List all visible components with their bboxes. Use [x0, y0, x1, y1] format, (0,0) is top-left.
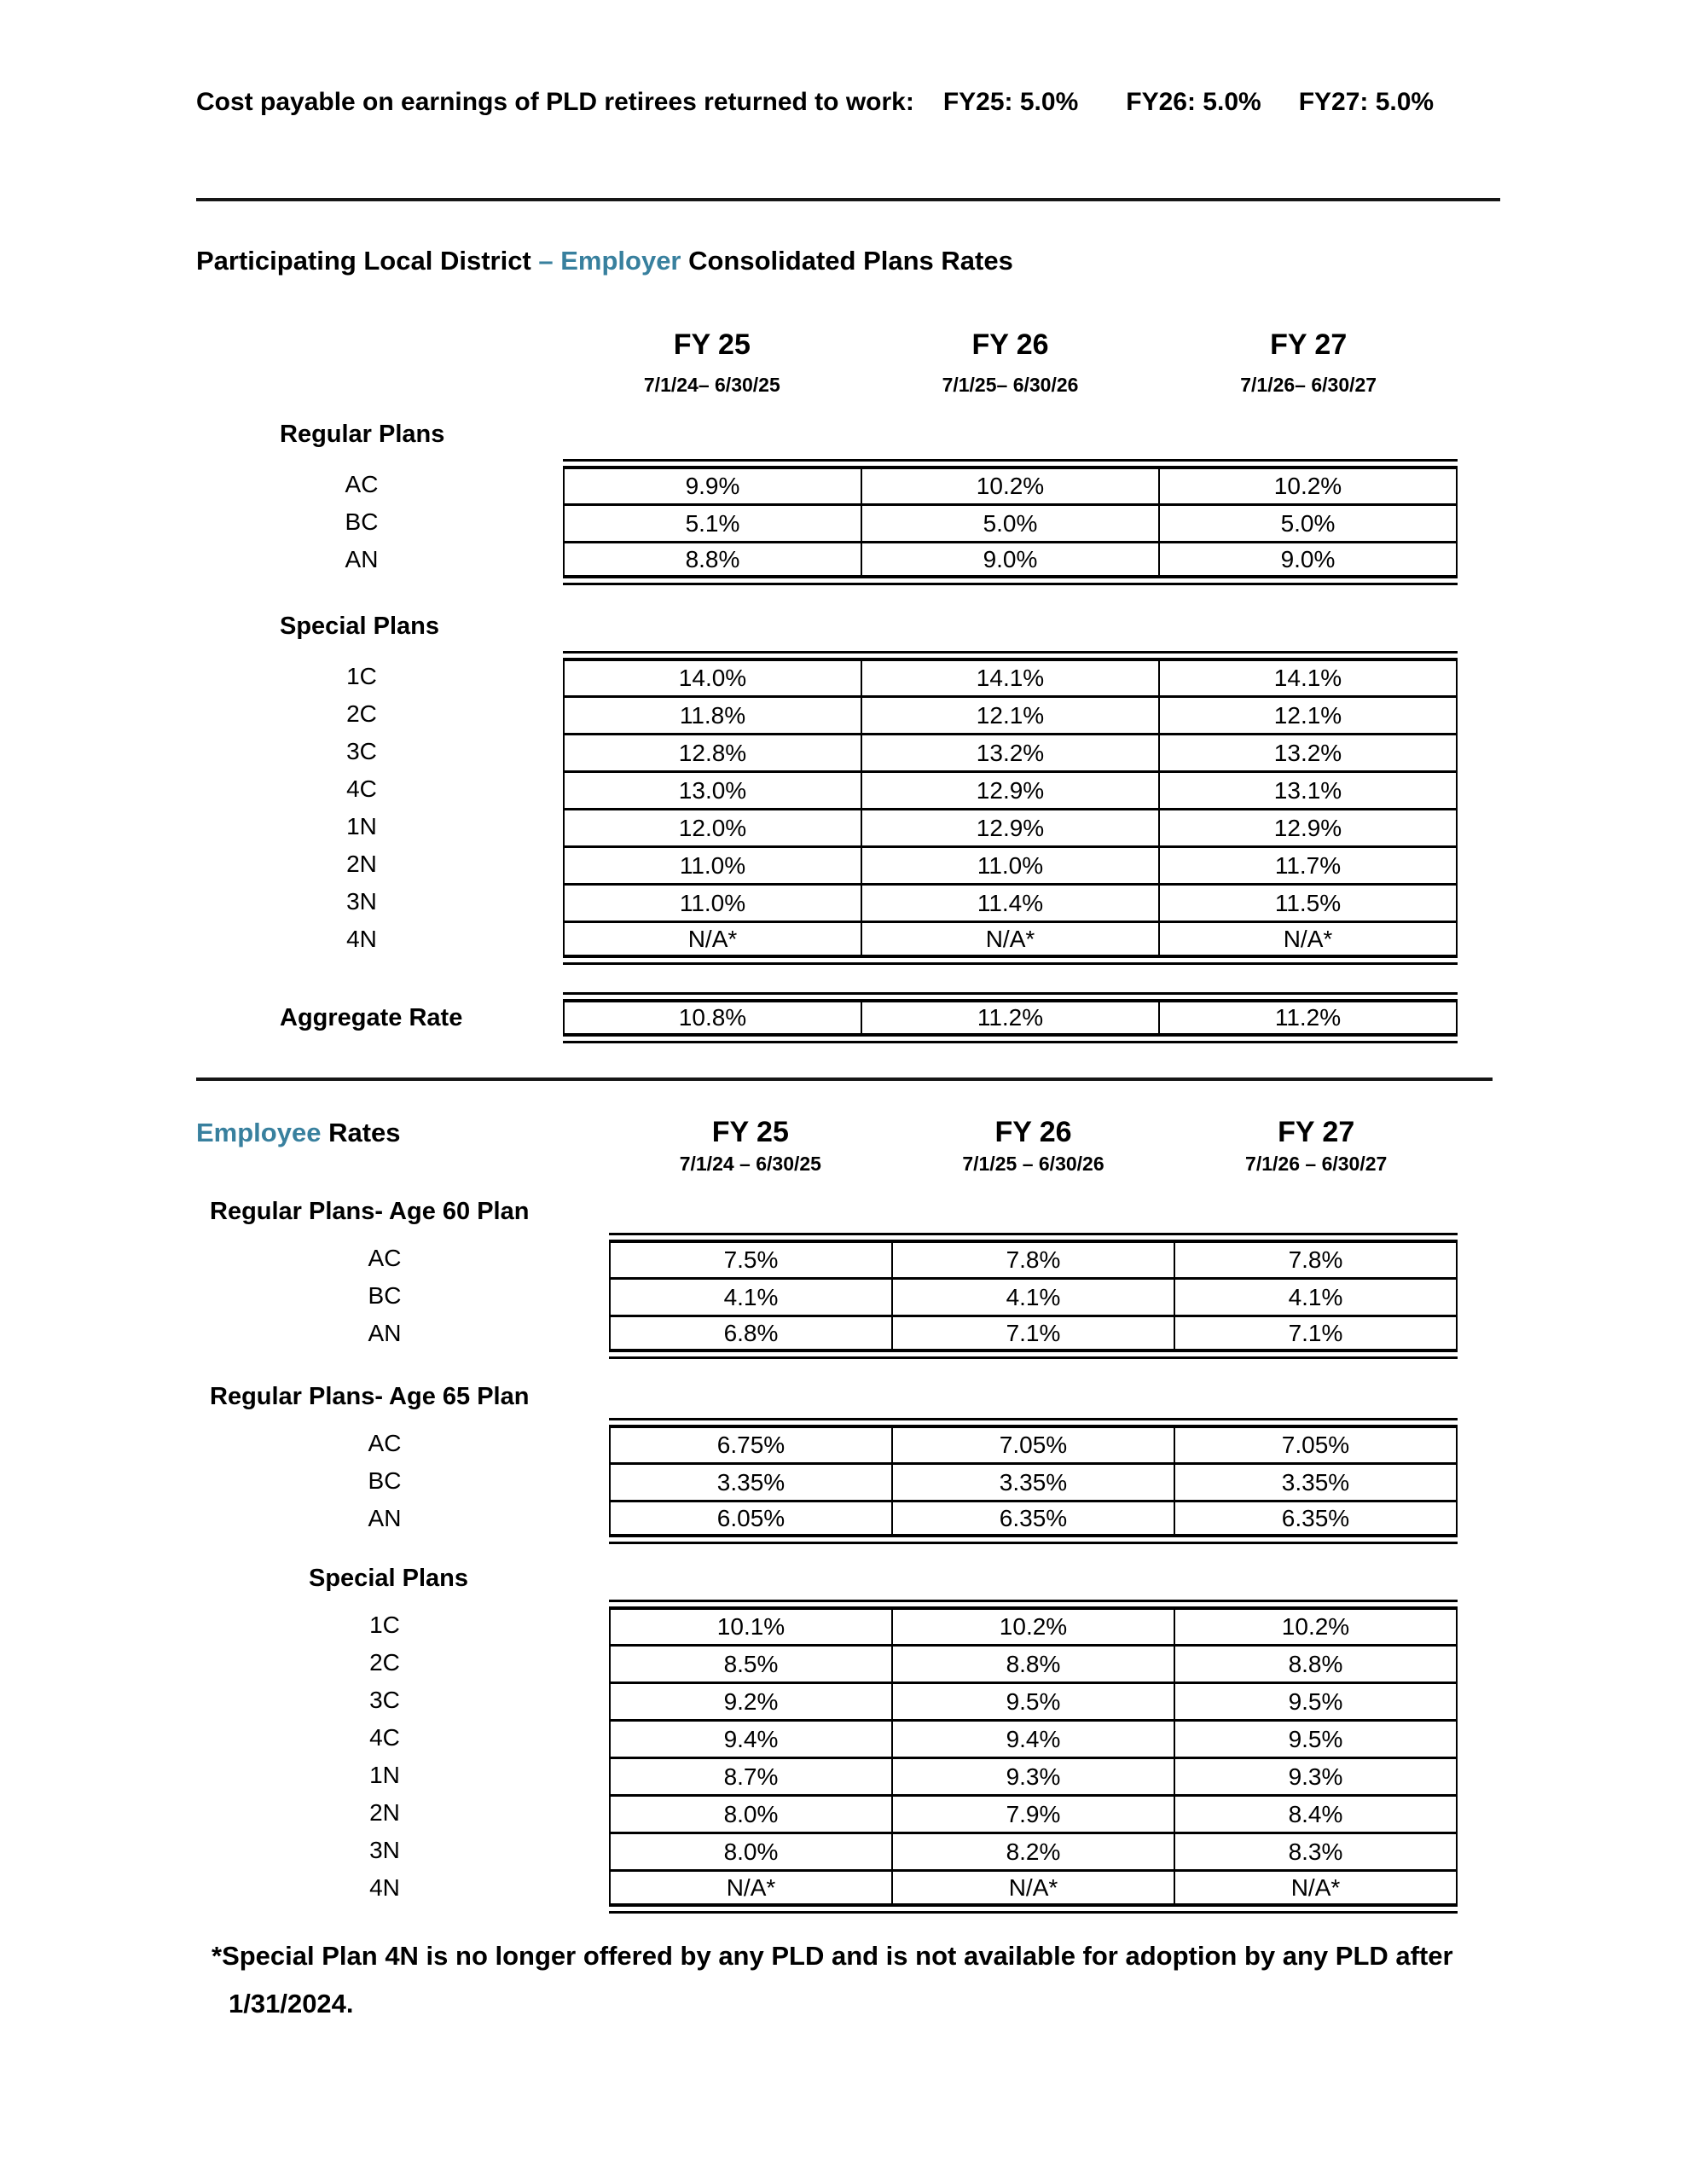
- cost-fy25: FY25: 5.0%: [942, 88, 1079, 116]
- plan-label: 3N: [369, 1837, 400, 1863]
- rate-cell: 7.8%: [1174, 1240, 1458, 1277]
- plan-label: BC: [368, 1467, 402, 1494]
- rate-cell: 12.0%: [563, 808, 861, 845]
- table-row: [196, 921, 1458, 958]
- rate-cell: 7.8%: [891, 1240, 1174, 1277]
- plan-label: 2C: [346, 700, 377, 727]
- employer-title-accent: – Employer: [538, 246, 681, 276]
- table-row: [196, 1277, 1458, 1315]
- rate-cell: 6.8%: [609, 1315, 891, 1352]
- employer-regular-plans-table: [196, 466, 1458, 578]
- employee-date-header-row: [196, 1153, 1458, 1176]
- rate-cell: N/A*: [861, 921, 1158, 958]
- footnote-line-1: *Special Plan 4N is no longer offered by any PLD and is not available for adoption by any PLD after: [212, 1941, 1453, 1971]
- rate-cell: 11.8%: [563, 695, 861, 733]
- rate-cell: 11.4%: [861, 883, 1158, 921]
- plan-label: 3C: [346, 738, 377, 764]
- employee-special-plans-table: [196, 1606, 1458, 1907]
- rate-cell: 14.1%: [1158, 658, 1458, 695]
- employer-date-header-row: [196, 374, 1458, 397]
- rate-cell: 10.2%: [891, 1606, 1174, 1644]
- rate-cell: 8.8%: [1174, 1644, 1458, 1682]
- rate-cell: 11.0%: [563, 845, 861, 883]
- rate-cell: 9.5%: [891, 1682, 1174, 1719]
- employer-section-title: [196, 246, 1687, 276]
- rate-cell: 8.4%: [1174, 1794, 1458, 1832]
- employee-age60-label: Regular Plans- Age 60 Plan: [210, 1198, 530, 1225]
- plan-label: 4C: [369, 1724, 400, 1751]
- plan-label: BC: [345, 508, 379, 535]
- employee-age65-label: Regular Plans- Age 65 Plan: [210, 1383, 530, 1410]
- rate-cell: 14.0%: [563, 658, 861, 695]
- table-row: [196, 845, 1458, 883]
- rate-cell: 10.8%: [563, 999, 861, 1037]
- rate-cell: 11.0%: [563, 883, 861, 921]
- aggregate-row: [196, 999, 1458, 1037]
- fy26-dates: 7/1/25– 6/30/26: [942, 374, 1079, 396]
- table-row: [196, 1240, 1458, 1277]
- rate-cell: 9.0%: [861, 541, 1158, 578]
- plan-label: 3C: [369, 1687, 400, 1713]
- table-row: [196, 1462, 1458, 1500]
- employee-age65-table: [196, 1425, 1458, 1537]
- rate-cell: 8.7%: [609, 1757, 891, 1794]
- rate-cell: 9.0%: [1158, 541, 1458, 578]
- rate-cell: 4.1%: [1174, 1277, 1458, 1315]
- rate-cell: 11.0%: [861, 845, 1158, 883]
- employer-fy-header-row: [196, 328, 1458, 362]
- rate-cell: 3.35%: [891, 1462, 1174, 1500]
- rate-cell: 8.2%: [891, 1832, 1174, 1869]
- rate-cell: 7.9%: [891, 1794, 1174, 1832]
- plan-label: 2N: [346, 851, 377, 877]
- fy25-dates: 7/1/24– 6/30/25: [643, 374, 780, 396]
- rate-cell: 11.2%: [1158, 999, 1458, 1037]
- table-row: [196, 1719, 1458, 1757]
- fy25-header: FY 25: [711, 1116, 789, 1148]
- table-row: [196, 1425, 1458, 1462]
- table-row: [196, 541, 1458, 578]
- table-row: [196, 1757, 1458, 1794]
- rate-cell: 7.05%: [1174, 1425, 1458, 1462]
- table-row: [196, 1869, 1458, 1907]
- fy25-header: FY 25: [673, 328, 751, 361]
- rate-cell: 8.0%: [609, 1794, 891, 1832]
- rate-cell: N/A*: [563, 921, 861, 958]
- employee-title-suffix: Rates: [321, 1118, 401, 1147]
- rate-cell: 8.3%: [1174, 1832, 1458, 1869]
- footnote-line-2: 1/31/2024.: [229, 1989, 354, 2018]
- plan-label: 4N: [346, 926, 377, 952]
- plan-label: AC: [368, 1245, 402, 1271]
- rate-cell: 5.0%: [861, 503, 1158, 541]
- rate-cell: 9.9%: [563, 466, 861, 503]
- table-row: [196, 1832, 1458, 1869]
- rate-cell: 9.4%: [609, 1719, 891, 1757]
- table-row: [196, 658, 1458, 695]
- employee-special-plans-label: Special Plans: [309, 1565, 468, 1592]
- rate-cell: 3.35%: [1174, 1462, 1458, 1500]
- table-row: [196, 1500, 1458, 1537]
- rate-cell: 11.2%: [861, 999, 1158, 1037]
- rate-cell: 13.1%: [1158, 770, 1458, 808]
- fy27-header: FY 27: [1270, 328, 1348, 361]
- rate-cell: 7.5%: [609, 1240, 891, 1277]
- divider-top: [196, 198, 1500, 201]
- rate-cell: 12.1%: [1158, 695, 1458, 733]
- rate-cell: 4.1%: [609, 1277, 891, 1315]
- rate-cell: 5.0%: [1158, 503, 1458, 541]
- plan-label: AN: [345, 546, 379, 572]
- plan-label: 1C: [346, 663, 377, 689]
- employee-section-title: [196, 1117, 609, 1148]
- plan-label: AN: [368, 1320, 402, 1346]
- rate-cell: 11.5%: [1158, 883, 1458, 921]
- cost-fy26: FY26: 5.0%: [1126, 88, 1261, 116]
- table-row: [196, 466, 1458, 503]
- aggregate-rate-label: Aggregate Rate: [280, 1003, 463, 1031]
- rate-cell: N/A*: [1174, 1869, 1458, 1907]
- table-row: [196, 1644, 1458, 1682]
- employee-header-row: [196, 1115, 1458, 1149]
- plan-label: 4C: [346, 775, 377, 802]
- rate-cell: 12.1%: [861, 695, 1158, 733]
- rate-cell: N/A*: [891, 1869, 1174, 1907]
- plan-label: 3N: [346, 888, 377, 915]
- rate-cell: 11.7%: [1158, 845, 1458, 883]
- plan-label: 4N: [369, 1874, 400, 1901]
- rate-cell: 9.3%: [1174, 1757, 1458, 1794]
- rate-cell: 9.3%: [891, 1757, 1174, 1794]
- rate-cell: 10.1%: [609, 1606, 891, 1644]
- employer-title-suffix: Consolidated Plans Rates: [681, 246, 1013, 276]
- rate-cell: 3.35%: [609, 1462, 891, 1500]
- employee-age60-table: [196, 1240, 1458, 1352]
- rate-cell: N/A*: [609, 1869, 891, 1907]
- fy27-header: FY 27: [1278, 1116, 1355, 1148]
- table-row: [196, 1794, 1458, 1832]
- plan-label: 1N: [346, 813, 377, 839]
- footnote: [212, 1932, 1491, 2028]
- table-row: [196, 1682, 1458, 1719]
- plan-label: 2C: [369, 1649, 400, 1676]
- rate-cell: 6.05%: [609, 1500, 891, 1537]
- table-row: [196, 770, 1458, 808]
- cost-fy27: FY27: 5.0%: [1298, 88, 1435, 116]
- rate-cell: 6.35%: [891, 1500, 1174, 1537]
- rate-cell: 7.05%: [891, 1425, 1174, 1462]
- plan-label: 2N: [369, 1799, 400, 1826]
- rate-cell: 9.5%: [1174, 1719, 1458, 1757]
- fy25-dates: 7/1/24 – 6/30/25: [679, 1153, 821, 1175]
- rate-cell: 12.9%: [1158, 808, 1458, 845]
- rate-cell: 10.2%: [1158, 466, 1458, 503]
- rate-cell: N/A*: [1158, 921, 1458, 958]
- rate-cell: 12.9%: [861, 770, 1158, 808]
- plan-label: 1N: [369, 1762, 400, 1788]
- employer-regular-plans-label: Regular Plans: [280, 421, 445, 448]
- table-row: [196, 883, 1458, 921]
- rate-cell: 7.1%: [1174, 1315, 1458, 1352]
- fy26-header: FY 26: [971, 328, 1049, 361]
- plan-label: AN: [368, 1505, 402, 1531]
- plan-label: 1C: [369, 1612, 400, 1638]
- rate-cell: 6.75%: [609, 1425, 891, 1462]
- cost-label: Cost payable on earnings of PLD retirees returned to work:: [196, 88, 914, 116]
- rate-cell: 13.2%: [861, 733, 1158, 770]
- employer-special-plans-table: [196, 658, 1458, 958]
- table-row: [196, 733, 1458, 770]
- employee-title-accent: Employee: [196, 1118, 322, 1147]
- plan-label: AC: [345, 471, 379, 497]
- rate-cell: 9.2%: [609, 1682, 891, 1719]
- rate-cell: 7.1%: [891, 1315, 1174, 1352]
- rate-cell: 6.35%: [1174, 1500, 1458, 1537]
- fy27-dates: 7/1/26– 6/30/27: [1240, 374, 1377, 396]
- employer-special-plans-label: Special Plans: [280, 613, 439, 640]
- rate-cell: 8.5%: [609, 1644, 891, 1682]
- rate-cell: 10.2%: [1174, 1606, 1458, 1644]
- fy27-dates: 7/1/26 – 6/30/27: [1245, 1153, 1388, 1175]
- rate-cell: 13.2%: [1158, 733, 1458, 770]
- rate-cell: 10.2%: [861, 466, 1158, 503]
- fy26-header: FY 26: [994, 1116, 1072, 1148]
- rate-cell: 9.5%: [1174, 1682, 1458, 1719]
- rate-cell: 13.0%: [563, 770, 861, 808]
- table-row: [196, 503, 1458, 541]
- rate-cell: 5.1%: [563, 503, 861, 541]
- rate-cell: 12.9%: [861, 808, 1158, 845]
- rate-cell: 14.1%: [861, 658, 1158, 695]
- table-row: [196, 1606, 1458, 1644]
- rate-cell: 8.8%: [891, 1644, 1174, 1682]
- table-row: [196, 695, 1458, 733]
- fy26-dates: 7/1/25 – 6/30/26: [962, 1153, 1104, 1175]
- retiree-cost-line: [196, 0, 1500, 118]
- plan-label: BC: [368, 1282, 402, 1309]
- table-row: [196, 808, 1458, 845]
- rate-cell: 4.1%: [891, 1277, 1174, 1315]
- rate-cell: 9.4%: [891, 1719, 1174, 1757]
- table-row: [196, 1315, 1458, 1352]
- employer-aggregate-table: [196, 999, 1458, 1037]
- rate-cell: 8.0%: [609, 1832, 891, 1869]
- rate-cell: 8.8%: [563, 541, 861, 578]
- plan-label: AC: [368, 1430, 402, 1456]
- employer-title-prefix: Participating Local District: [196, 246, 539, 276]
- divider-middle: [196, 1077, 1493, 1081]
- rate-cell: 12.8%: [563, 733, 861, 770]
